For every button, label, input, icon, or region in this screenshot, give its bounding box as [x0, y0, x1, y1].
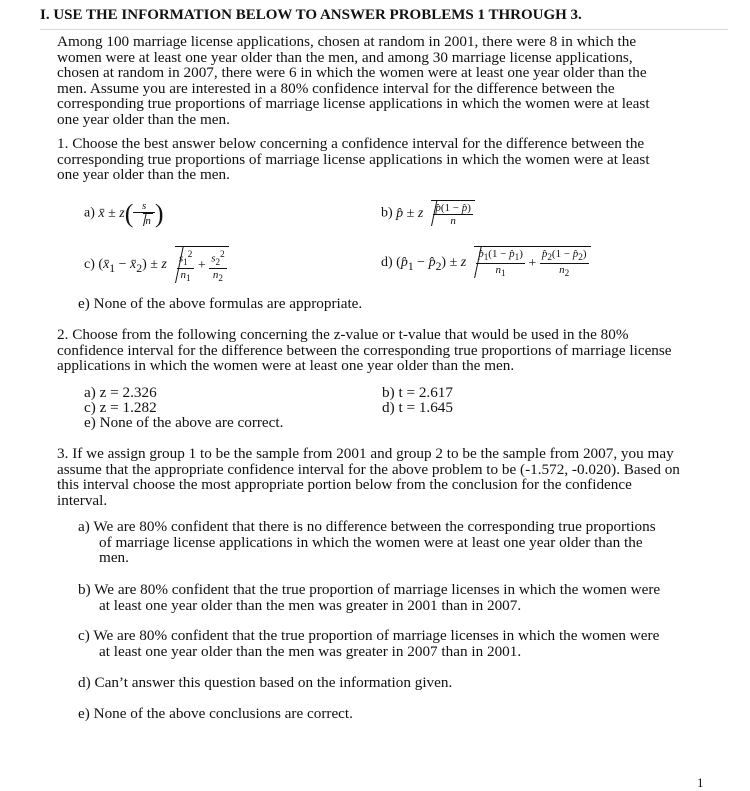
page-number: 1 [697, 775, 704, 790]
q2-stem-line: applications in which the women were at least one year older than the men. [57, 357, 515, 374]
question-2-stem [57, 327, 697, 374]
question-3-stem [57, 446, 707, 508]
header-divider [40, 29, 728, 30]
q3-a-line: a) We are 80% confident that there is no difference between the corresponding true proportions [78, 518, 656, 535]
q2-option-a: a) z = 2.326 [84, 384, 157, 401]
q2-stem-line: confidence interval for the difference between the corresponding true proportions of marriage license [57, 341, 672, 359]
q3-option-d: d) Can’t answer this question based on the information given. [78, 674, 453, 691]
question-1-stem [57, 136, 697, 183]
intro-paragraph [57, 34, 697, 127]
intro-line: one year older than the men. [57, 110, 230, 128]
q3-option-a [78, 519, 698, 566]
q3-a-line: of marriage license applications in which the women were at least one year older than the [99, 533, 643, 551]
intro-line: chosen at random in 2007, there were 6 in which the women were at least one year older than the [57, 64, 647, 81]
q1-option-d [381, 246, 591, 279]
q2-stem-line: 2. Choose from the following concerning the z-value or t-value that would be used in the 80% [57, 326, 629, 343]
q3-option-e: e) None of the above conclusions are correct. [78, 705, 353, 722]
q1-stem-line: one year older than the men. [57, 166, 230, 183]
q3-a-line: men. [99, 549, 129, 566]
q3-stem-line: this interval choose the most appropriate portion below from the conclusion for the confidence [57, 476, 632, 493]
q3-option-c [78, 628, 698, 659]
intro-line: men. Assume you are interested in a 80% confidence interval for the difference between the [57, 79, 615, 97]
q3-stem-line: assume that the appropriate confidence interval for the above problem to be (-1.572, -0.020). Based on [57, 460, 680, 478]
q2-option-e: e) None of the above are correct. [84, 414, 284, 431]
q1-option-a [84, 200, 164, 227]
intro-line: women were at least one year older than the men, and among 30 marriage license applications, [57, 48, 633, 66]
q1-option-c [84, 246, 229, 284]
formula-a: x̄ ± z( $\frac{s}{n}$ ) [98, 198, 164, 228]
intro-line: corresponding true proportions of marriage license applications in which the women were at least [57, 95, 650, 112]
q1-stem-line: 1. Choose the best answer below concerning a confidence interval for the difference between the [57, 135, 645, 152]
q2-option-c: c) z = 1.282 [84, 399, 157, 416]
section-header: I. USE THE INFORMATION BELOW TO ANSWER PROBLEMS 1 THROUGH 3. [40, 7, 582, 23]
q3-c-line: at least one year older than the men was greater in 2007 than in 2001. [99, 642, 522, 660]
q1-option-c-label: c) [84, 257, 95, 273]
q1-option-a-label: a) [84, 205, 95, 221]
q1-option-d-label: d) [381, 254, 393, 270]
formula-b: p̂ ± z $\frac{p̂(1 - p̂)}{n}$ [396, 206, 475, 221]
q1-option-b-label: b) [381, 205, 393, 221]
q3-stem-line: 3. If we assign group 1 to be the sample from 2001 and group 2 to be the sample from 2007, you may [57, 445, 674, 462]
q3-c-line: c) We are 80% confident that the true proportion of marriage licenses in which the women were [78, 627, 660, 644]
formula-d: ($p̂_1$ − $p̂_2) \pm z$ $\frac{p̂_1(1 - p̂_1)}{n_1}$ + $\frac{p̂_2(1 - p̂_2)}{n_2}$ [396, 255, 590, 270]
q1-stem-line: corresponding true proportions of marriage license applications in which the women were at least [57, 150, 650, 168]
q3-stem-line: interval. [57, 491, 108, 509]
q2-option-b: b) t = 2.617 [382, 384, 453, 401]
q1-option-b [381, 200, 475, 227]
q3-b-line: b) We are 80% confident that the true proportion of marriage licenses in which the women were [78, 581, 661, 598]
intro-line: Among 100 marriage license applications, chosen at random in 2001, there were 8 in which the [57, 33, 637, 50]
q2-option-d: d) t = 1.645 [382, 399, 453, 416]
q3-b-line: at least one year older than the men was greater in 2001 than in 2007. [99, 596, 522, 614]
q1-option-e: e) None of the above formulas are appropriate. [78, 295, 363, 312]
q3-option-b [78, 582, 698, 613]
formula-c: ($x̄_1$ − $x̄_2) \pm z$ $\frac{s_1^2}{n_1}$ + $\frac{s_2^2}{n_2}$ [98, 257, 228, 272]
